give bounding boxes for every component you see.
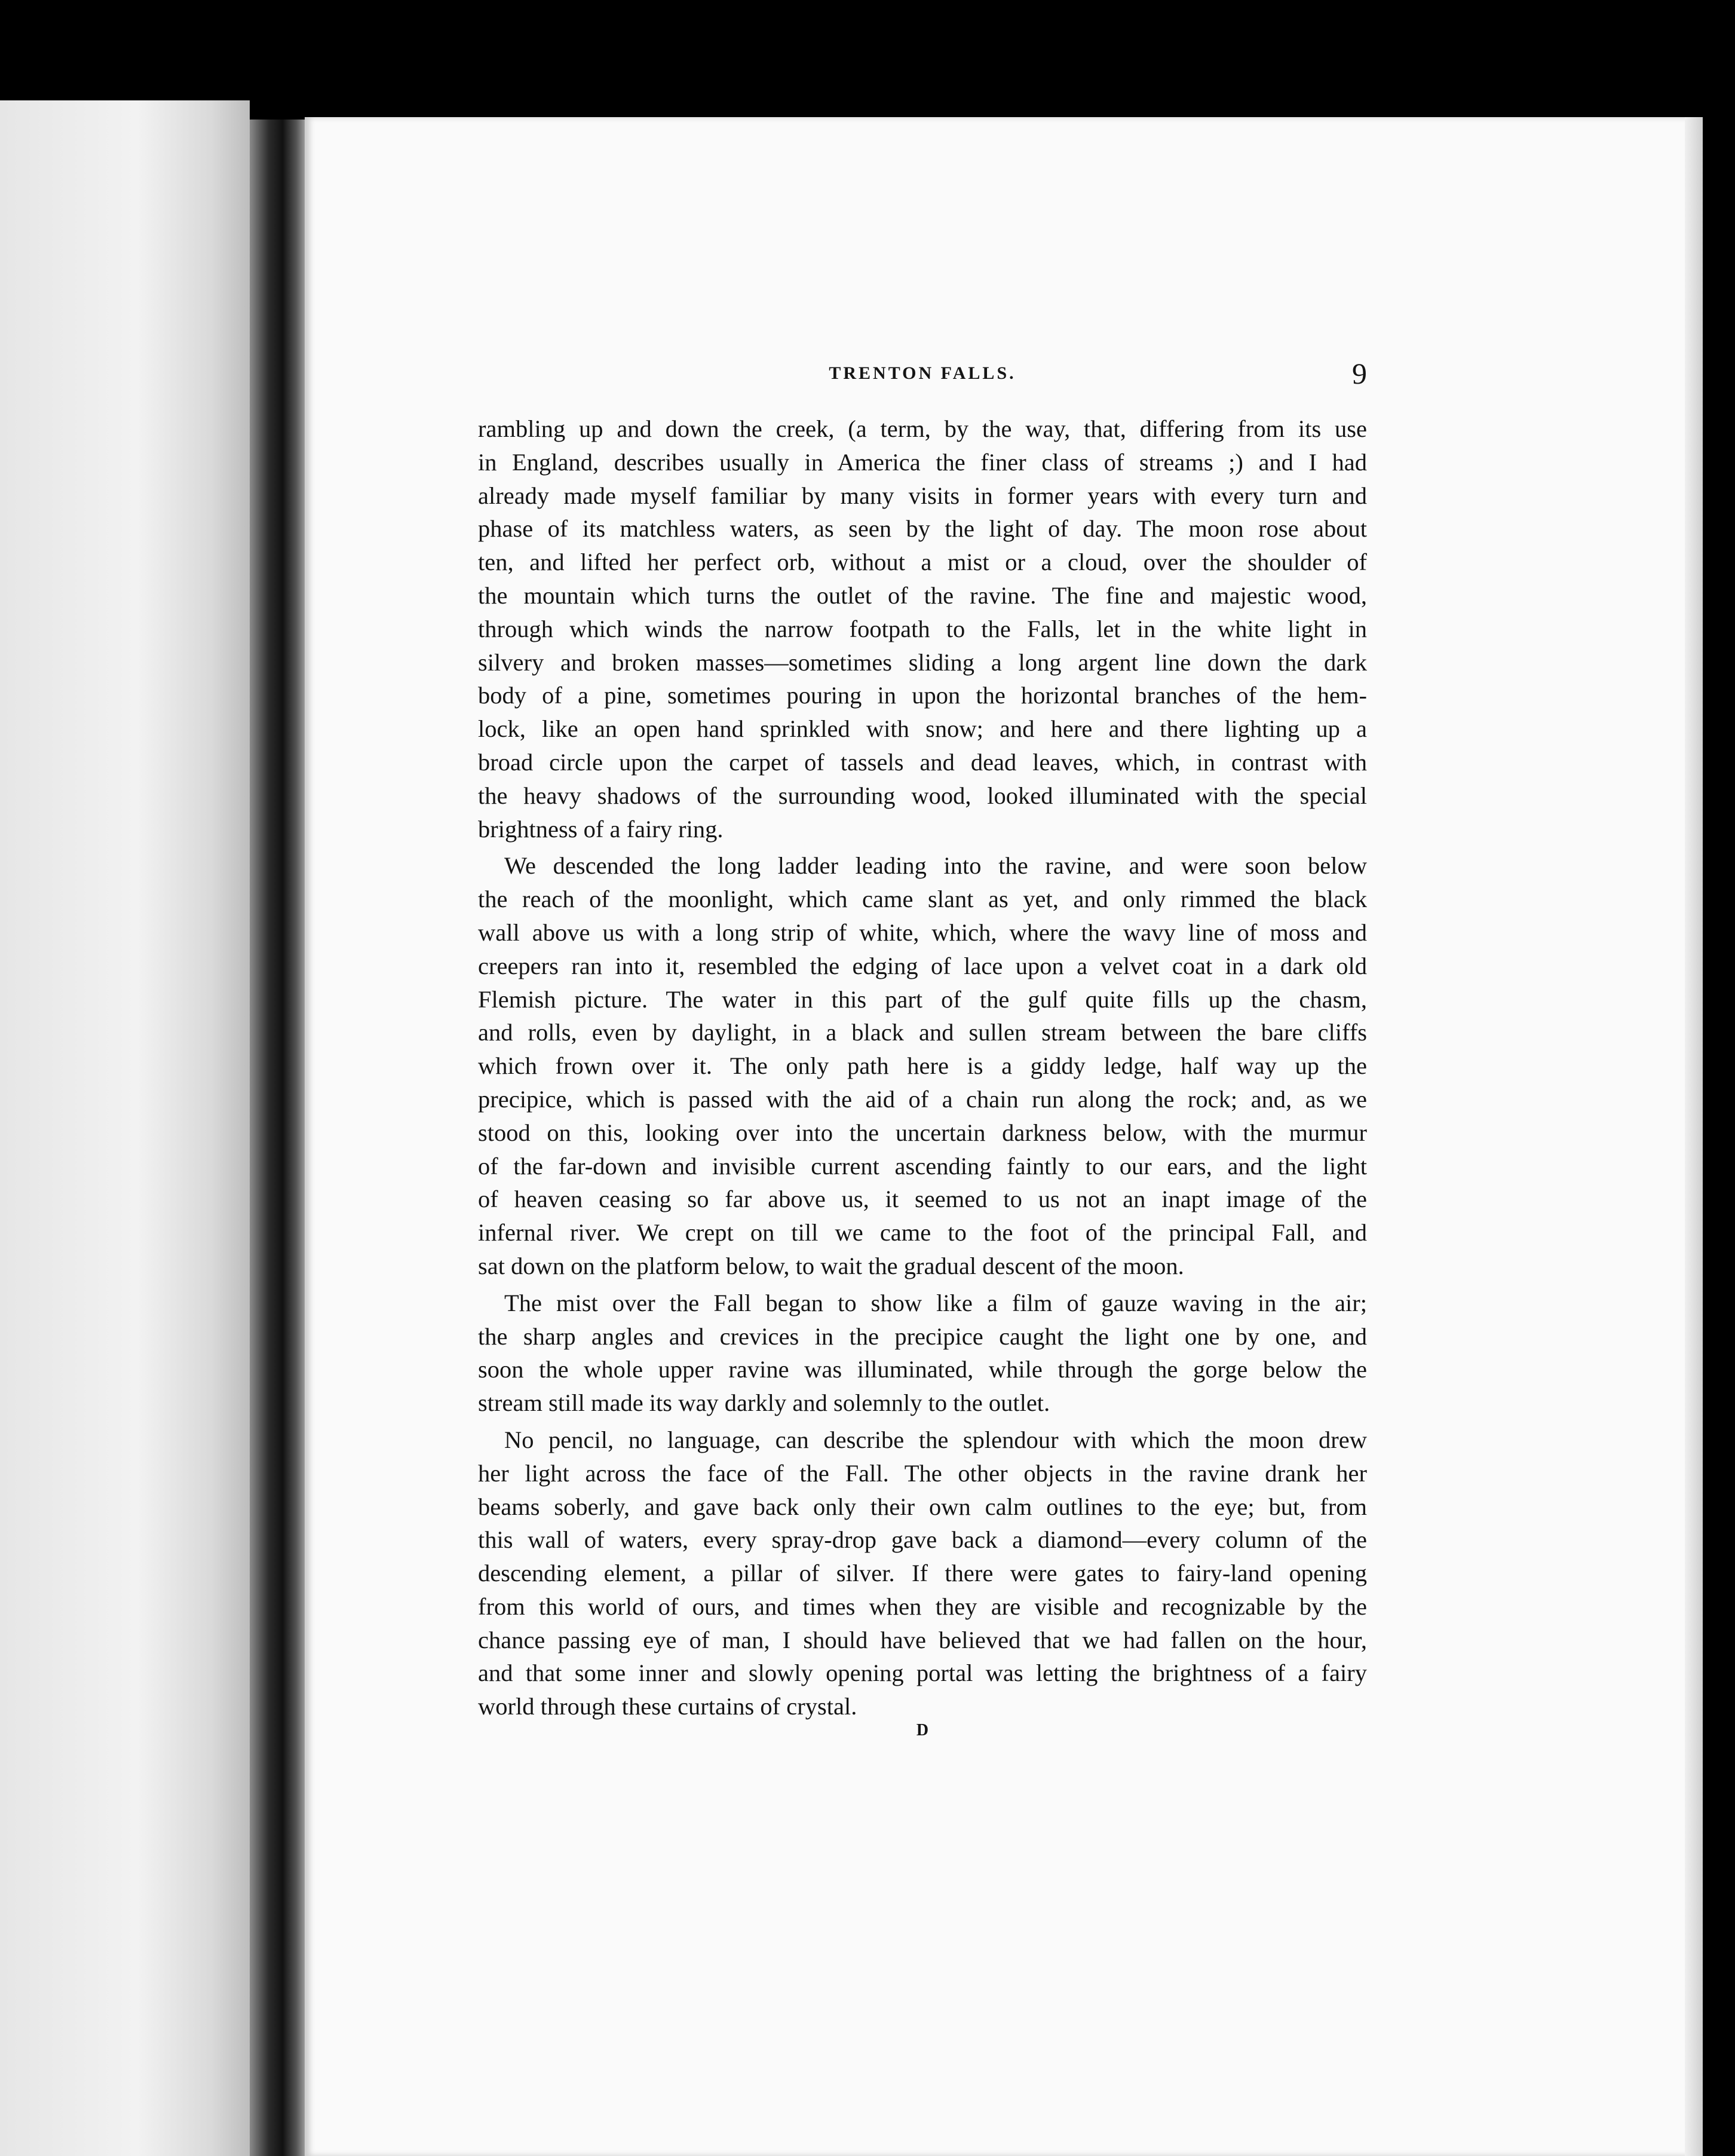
paragraph <box>478 1423 1367 1723</box>
text-line: sat down on the platform below, to wait the gradual descent of the moon. <box>478 1252 1184 1279</box>
left-page-edge <box>0 100 250 2156</box>
text-line: rambling up and down the creek, (a term, by the way, that, differing from its use <box>478 415 1367 442</box>
text-line: We descended the long ladder leading into the ravine, and were soon below <box>504 852 1367 880</box>
text-line: wall above us with a long strip of white, which, where the wavy line of moss and <box>478 918 1367 946</box>
text-line: body of a pine, sometimes pouring in upon the horizontal branches of the hem- <box>478 682 1367 709</box>
text-line: the sharp angles and crevices in the precipice caught the light one by one, and <box>478 1322 1367 1350</box>
text-line: her light across the face of the Fall. The other objects in the ravine drank her <box>478 1459 1367 1487</box>
text-line: chance passing eye of man, I should have believed that we had fallen on the hour, <box>478 1626 1367 1653</box>
book-gutter <box>250 120 305 2156</box>
page-number: 9 <box>1352 357 1367 390</box>
text-line: and rolls, even by daylight, in a black and sullen stream between the bare cliffs <box>478 1019 1367 1046</box>
text-line: the mountain which turns the outlet of the ravine. The fine and majestic wood, <box>478 581 1367 609</box>
text-line: already made myself familiar by many visits in former years with every turn and <box>478 482 1367 509</box>
text-line: brightness of a fairy ring. <box>478 815 724 843</box>
text-line: of heaven ceasing so far above us, it seemed to us not an inapt image of the <box>478 1186 1367 1213</box>
text-line: through which winds the narrow footpath to the Falls, let in the white light in <box>478 615 1367 642</box>
text-line: stream still made its way darkly and solemnly to the outlet. <box>478 1389 1050 1417</box>
right-page-edge <box>1685 117 1703 2156</box>
text-line: ten, and lifted her perfect orb, without a mist or a cloud, over the shoulder of <box>478 549 1367 576</box>
text-line: from this world of ours, and times when they are visible and recognizable by the <box>478 1592 1367 1620</box>
signature-mark: D <box>916 1721 929 1740</box>
paragraph <box>478 412 1367 846</box>
text-line: The mist over the Fall began to show like a film of gauze waving in the air; <box>504 1289 1367 1316</box>
text-line: precipice, which is passed with the aid of a chain run along the rock; and, as we <box>478 1085 1367 1113</box>
text-line: phase of its matchless waters, as seen by the light of day. The moon rose about <box>478 515 1367 543</box>
text-line: the heavy shadows of the surrounding wood, looked illuminated with the special <box>478 782 1367 809</box>
text-line: the reach of the moonlight, which came slant as yet, and only rimmed the black <box>478 886 1367 913</box>
text-line: broad circle upon the carpet of tassels and dead leaves, which, in contrast with <box>478 748 1367 776</box>
running-head <box>478 356 1367 398</box>
text-line: lock, like an open hand sprinkled with snow; and here and there lighting up a <box>478 715 1367 743</box>
text-line: world through these curtains of crystal. <box>478 1693 857 1720</box>
running-head-title: TRENTON FALLS. <box>829 363 1016 383</box>
text-line: descending element, a pillar of silver. If there were gates to fairy-land opening <box>478 1560 1367 1587</box>
text-line: and that some inner and slowly opening portal was letting the brightness of a fairy <box>478 1659 1367 1687</box>
text-line: which frown over it. The only path here is a giddy ledge, half way up the <box>478 1052 1367 1080</box>
text-line: beams soberly, and gave back only their own calm outlines to the eye; but, from <box>478 1493 1367 1520</box>
text-line: silvery and broken masses—sometimes sliding a long argent line down the dark <box>478 648 1367 676</box>
paragraph <box>478 849 1367 1282</box>
text-line: stood on this, looking over into the uncertain darkness below, with the murmur <box>478 1119 1367 1146</box>
text-line: soon the whole upper ravine was illuminated, while through the gorge below the <box>478 1356 1367 1383</box>
text-line: this wall of waters, every spray-drop gave back a diamond—every column of the <box>478 1526 1367 1554</box>
text-line: No pencil, no language, can describe the splendour with which the moon drew <box>504 1426 1367 1453</box>
text-line: in England, describes usually in America the finer class of streams ;) and I had <box>478 448 1367 476</box>
text-line: infernal river. We crept on till we came to the foot of the principal Fall, and <box>478 1219 1367 1247</box>
text-line: Flemish picture. The water in this part of the gulf quite fills up the chasm, <box>478 985 1367 1013</box>
body-text <box>478 412 1367 1723</box>
text-line: of the far-down and invisible current ascending faintly to our ears, and the light <box>478 1152 1367 1180</box>
text-line: creepers ran into it, resembled the edging of lace upon a velvet coat in a dark old <box>478 952 1367 979</box>
paragraph <box>478 1287 1367 1420</box>
